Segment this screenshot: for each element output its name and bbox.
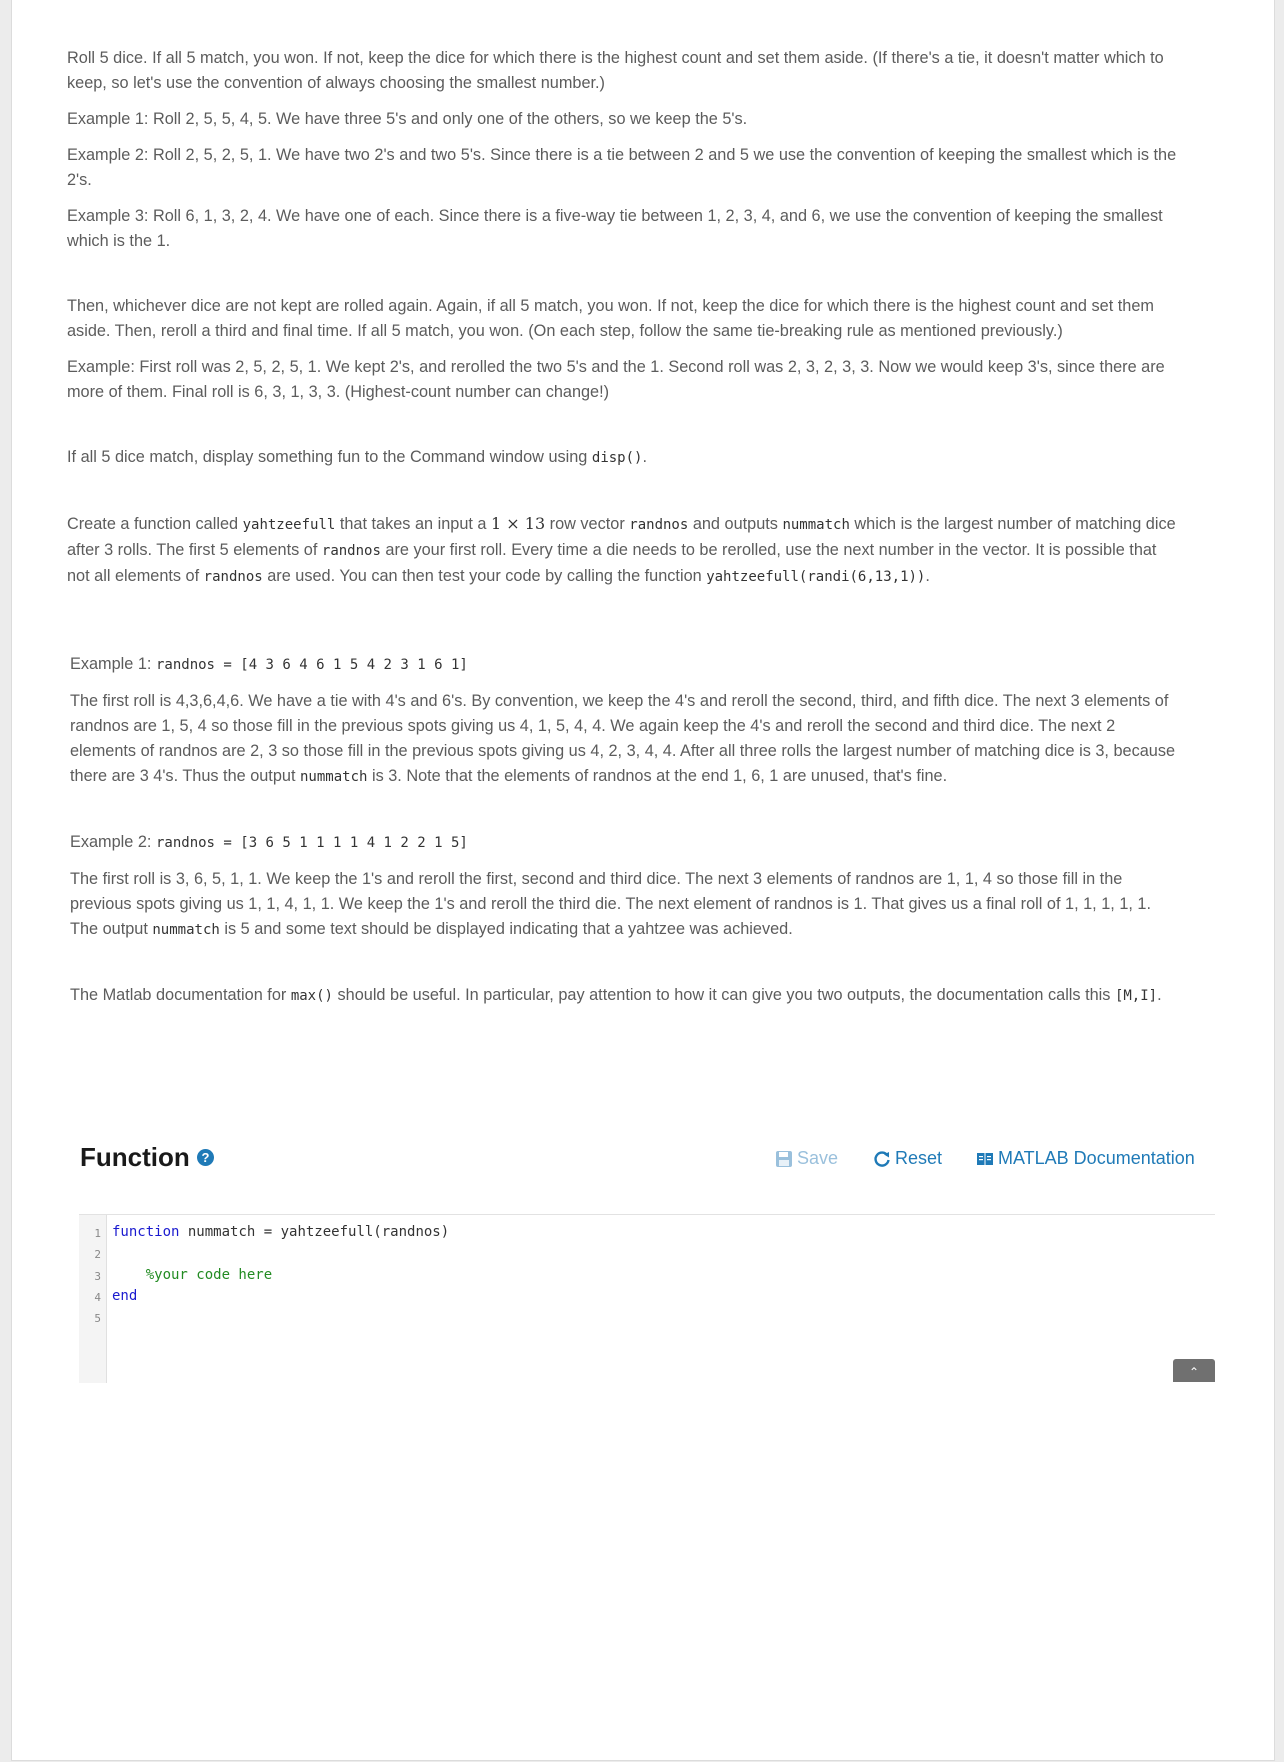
save-label: Save <box>797 1148 839 1168</box>
save-icon <box>775 1150 793 1168</box>
dimension-math: 1 × 13 <box>491 514 546 533</box>
reroll-example-paragraph: Example: First roll was 2, 5, 2, 5, 1. We kept 2's, and rerolled the two 5's and the 1. Second roll was 2, 3, 2, 3, 3. Now we would keep 3's, since there are more of them. Final roll is 6, 3, 1, 3, 3. (Highest-count number can change!) <box>67 358 1165 401</box>
intro-paragraph: Roll 5 dice. If all 5 match, you won. If not, keep the dice for which there is the highest count and set them aside. (If there's a tie, it doesn't matter which to keep, so let's use the convention of always choosing the smallest number.) <box>67 49 1164 92</box>
display-paragraph: If all 5 dice match, display something fun to the Command window using disp(). <box>67 448 647 466</box>
example-2-heading: Example 2: randnos = [3 6 5 1 1 1 1 4 1 2 2 1 5] <box>70 833 468 851</box>
line-number: 2 <box>94 1248 101 1261</box>
code-line-3: %your code here <box>112 1267 273 1283</box>
scroll-to-top-button[interactable] <box>1173 1359 1215 1382</box>
example-2-explanation: The first roll is 3, 6, 5, 1, 1. We keep the 1's and reroll the first, second and third dice. The next 3 elements of randnos are 1, 1, 4 so those fill in the previous spots giving us 1, 1, 4, 1, 1. We keep the 1's and reroll the third die. The next element of randnos is 1. That gives us a final roll of 1, 1, 1, 1, 1. The output nummatch is 5 and some text should be displayed indicating that a yahtzee was achieved. <box>70 870 1152 938</box>
reset-label: Reset <box>895 1148 943 1168</box>
book-icon <box>976 1151 994 1167</box>
line-number: 4 <box>94 1291 101 1304</box>
example-1-heading: Example 1: randnos = [4 3 6 4 6 1 5 4 2 3 1 6 1] <box>70 655 468 673</box>
save-button[interactable] <box>775 1148 838 1169</box>
line-number: 1 <box>94 1227 101 1240</box>
code-line-1: function nummatch = yahtzeefull(randnos) <box>112 1224 450 1240</box>
example-1-explanation: The first roll is 4,3,6,4,6. We have a tie with 4's and 6's. By convention, we keep the 4's and reroll the second, third, and fifth dice. The next 3 elements of randnos are 1, 5, 4 so those fill in the previous spots giving us 4, 1, 5, 4, 4. We again keep the 4's and reroll the second and third dice. The next 2 elements of randnos are 2, 3 so those fill in the previous spots giving us 4, 2, 3, 4, 4. After all three rolls the largest number of matching dice is 3, because there are 3 4's. Thus the output nummatch is 3. Note that the elements of randnos at the end 1, 6, 1 are unused, that's fine. <box>70 692 1176 785</box>
max-doc-paragraph: The Matlab documentation for max() should be useful. In particular, pay attention to how it can give you two outputs, the documentation calls this [M,I]. <box>70 986 1162 1004</box>
disp-code: disp() <box>591 450 643 466</box>
function-title: Function <box>80 1142 190 1172</box>
refresh-icon <box>873 1150 891 1168</box>
function-header <box>80 1140 1215 1180</box>
question-circle-icon[interactable]: ? <box>197 1149 214 1166</box>
matlab-documentation-label: MATLAB Documentation <box>998 1148 1195 1168</box>
problem-description <box>67 46 1177 1009</box>
line-number-gutter <box>79 1215 107 1383</box>
example-1-paragraph: Example 1: Roll 2, 5, 5, 4, 5. We have three 5's and only one of the others, so we keep the 5's. <box>67 110 748 128</box>
task-paragraph: Create a function called yahtzeefull that takes an input a 1 × 13 row vector randnos and outputs nummatch which is the largest number of matching dice after 3 rolls. The first 5 elements of randnos are your first roll. Every time a die needs to be rerolled, use the next number in the vector. It is possible that not all elements of randnos are used. You can then test your code by calling the function yahtzeefull(randi(6,13,1)). <box>67 514 1176 585</box>
code-line-4: end <box>112 1288 138 1304</box>
example-3-paragraph: Example 3: Roll 6, 1, 3, 2, 4. We have one of each. Since there is a five-way tie between 1, 2, 3, 4, and 6, we use the convention of keeping the smallest which is the 1. <box>67 207 1163 250</box>
chevron-up-icon: ⌃ <box>1188 1365 1200 1379</box>
line-number: 5 <box>94 1312 101 1325</box>
example-2-paragraph: Example 2: Roll 2, 5, 2, 5, 1. We have two 2's and two 5's. Since there is a tie between 2 and 5 we use the convention of keeping the smallest which is the 2's. <box>67 146 1177 189</box>
matlab-documentation-link[interactable] <box>976 1148 1195 1169</box>
code-editor[interactable] <box>79 1214 1215 1383</box>
reset-button[interactable] <box>873 1148 942 1169</box>
line-number: 3 <box>94 1270 101 1283</box>
reroll-paragraph: Then, whichever dice are not kept are rolled again. Again, if all 5 match, you won. If not, keep the dice for which there is the highest count and set them aside. Then, reroll a third and final time. If all 5 match, you won. (On each step, follow the same tie-breaking rule as mentioned previously.) <box>67 297 1154 340</box>
